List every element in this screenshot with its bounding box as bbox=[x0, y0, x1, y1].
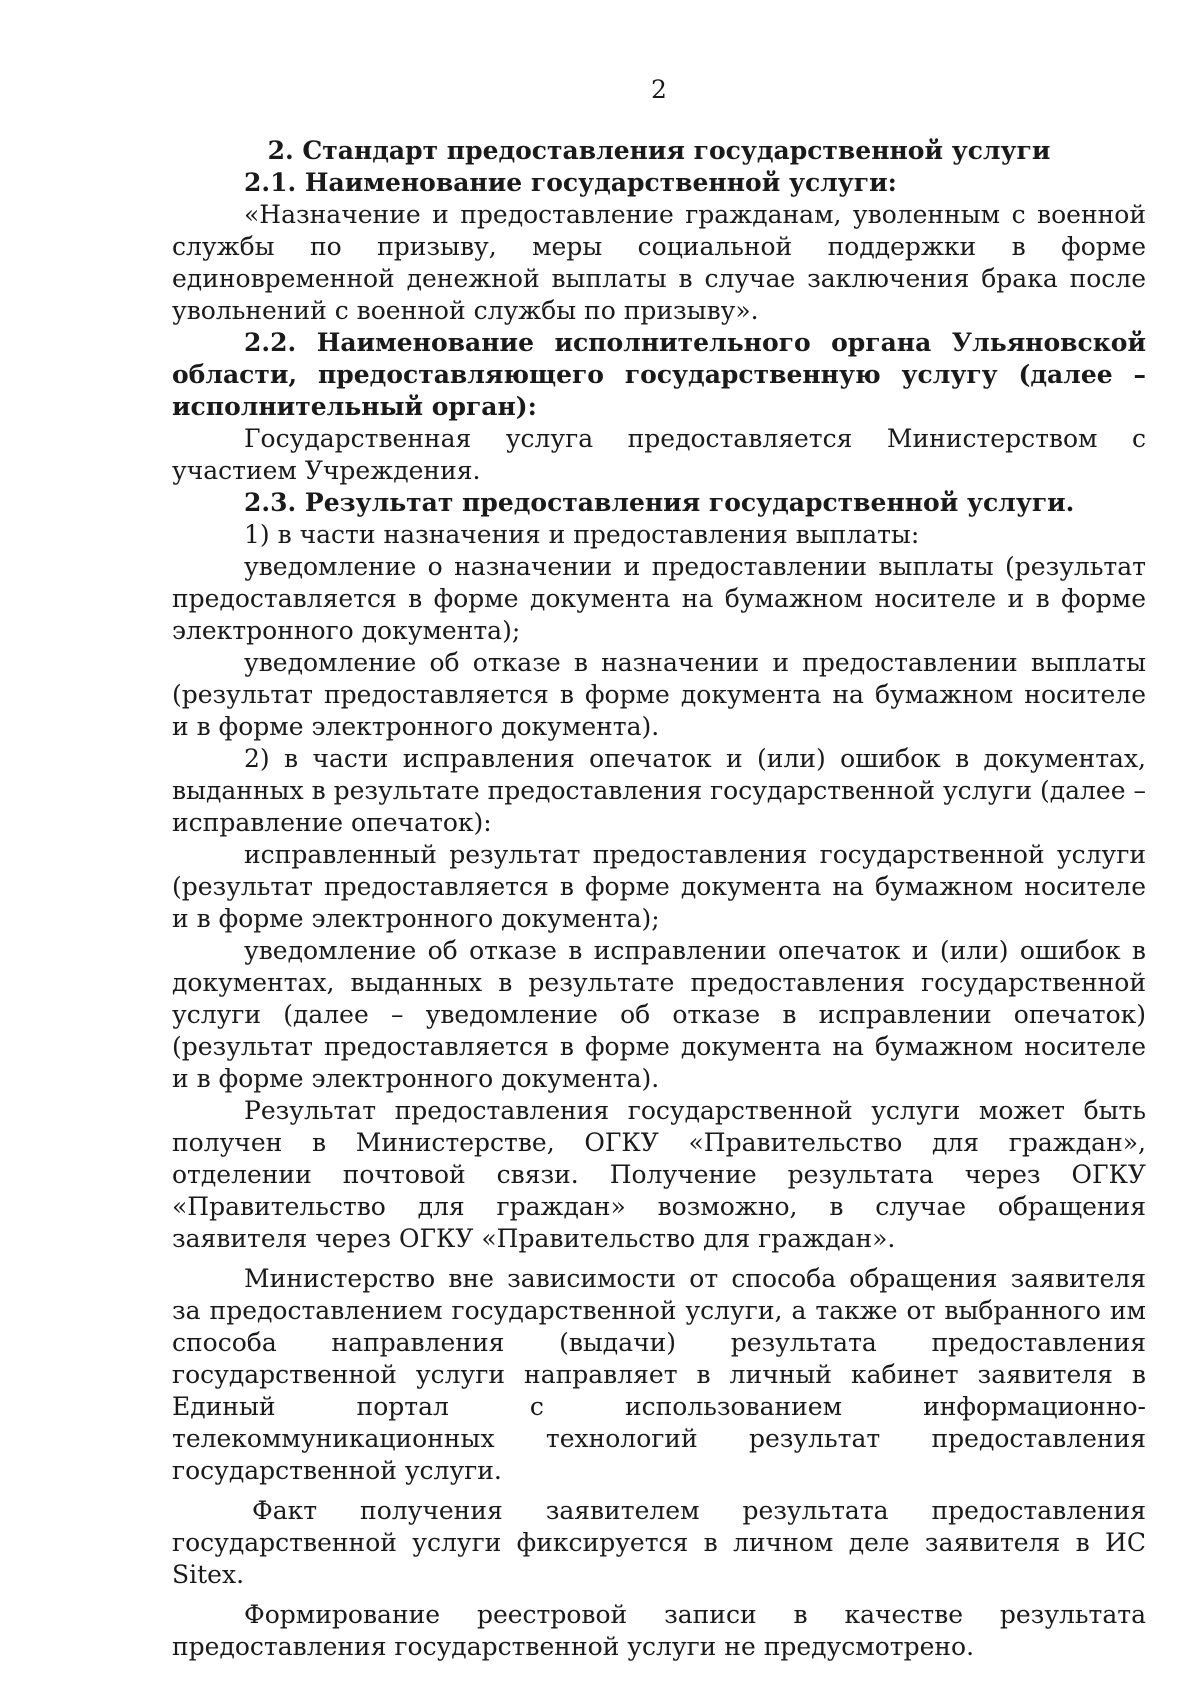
paragraph: уведомление об отказе в исправлении опечаток и (или) ошибок в документах, выданных в результате предоставления государственной услуги (далее – уведомление об отказе в исправлении опечаток) (результат предоставляется в форме документа на бумажном носителе и в форме электронного документа). bbox=[172, 936, 1146, 1093]
subsection-heading-2-1: 2.1. Наименование государственной услуги: bbox=[244, 168, 897, 197]
paragraph: уведомление о назначении и предоставлении выплаты (результат предоставляется в форме документа на бумажном носителе и в форме электронного документа); bbox=[172, 552, 1146, 645]
page-number: 2 bbox=[651, 75, 667, 104]
paragraph: Факт получения заявителем результата предоставления государственной услуги фиксируется в личном деле заявителя в ИС Sitex. bbox=[172, 1496, 1146, 1589]
subsection-heading-2-3: 2.3. Результат предоставления государственной услуги. bbox=[244, 488, 1075, 517]
subsection-heading-2-2: 2.2. Наименование исполнительного органа Ульяновской области, предоставляющего государственную услугу (далее – исполнительный орган): bbox=[172, 328, 1146, 421]
paragraph: «Назначение и предоставление гражданам, уволенным с военной службы по призыву, меры социальной поддержки в форме единовременной денежной выплаты в случае заключения брака после увольнений с военной службы по призыву». bbox=[172, 200, 1146, 325]
document-body bbox=[172, 135, 1146, 1663]
paragraph: Результат предоставления государственной услуги может быть получен в Министерстве, ОГКУ «Правительство для граждан», отделении почтовой связи. Получение результата через ОГКУ «Правительство для граждан» возможно, в случае обращения заявителя через ОГКУ «Правительство для граждан». bbox=[172, 1096, 1146, 1253]
paragraph: Государственная услуга предоставляется Министерством с участием Учреждения. bbox=[172, 424, 1146, 485]
paragraph: 2) в части исправления опечаток и (или) ошибок в документах, выданных в результате предоставления государственной услуги (далее – исправление опечаток): bbox=[172, 744, 1146, 837]
paragraph: исправленный результат предоставления государственной услуги (результат предоставляется в форме документа на бумажном носителе и в форме электронного документа); bbox=[172, 840, 1146, 933]
paragraph: 1) в части назначения и предоставления выплаты: bbox=[244, 520, 920, 549]
document-page bbox=[172, 0, 1146, 1697]
paragraph: Формирование реестровой записи в качестве результата предоставления государственной услуги не предусмотрено. bbox=[172, 1600, 1146, 1661]
section-title: 2. Стандарт предоставления государственной услуги bbox=[267, 136, 1051, 165]
paragraph: Министерство вне зависимости от способа обращения заявителя за предоставлением государственной услуги, а также от выбранного им способа направления (выдачи) результата предоставления государственной услуги направляет в личный кабинет заявителя в Единый портал с использованием информационно-телекоммуникационных технологий результат предоставления государственной услуги. bbox=[172, 1264, 1146, 1485]
paragraph: уведомление об отказе в назначении и предоставлении выплаты (результат предоставляется в форме документа на бумажном носителе и в форме электронного документа). bbox=[172, 648, 1146, 741]
